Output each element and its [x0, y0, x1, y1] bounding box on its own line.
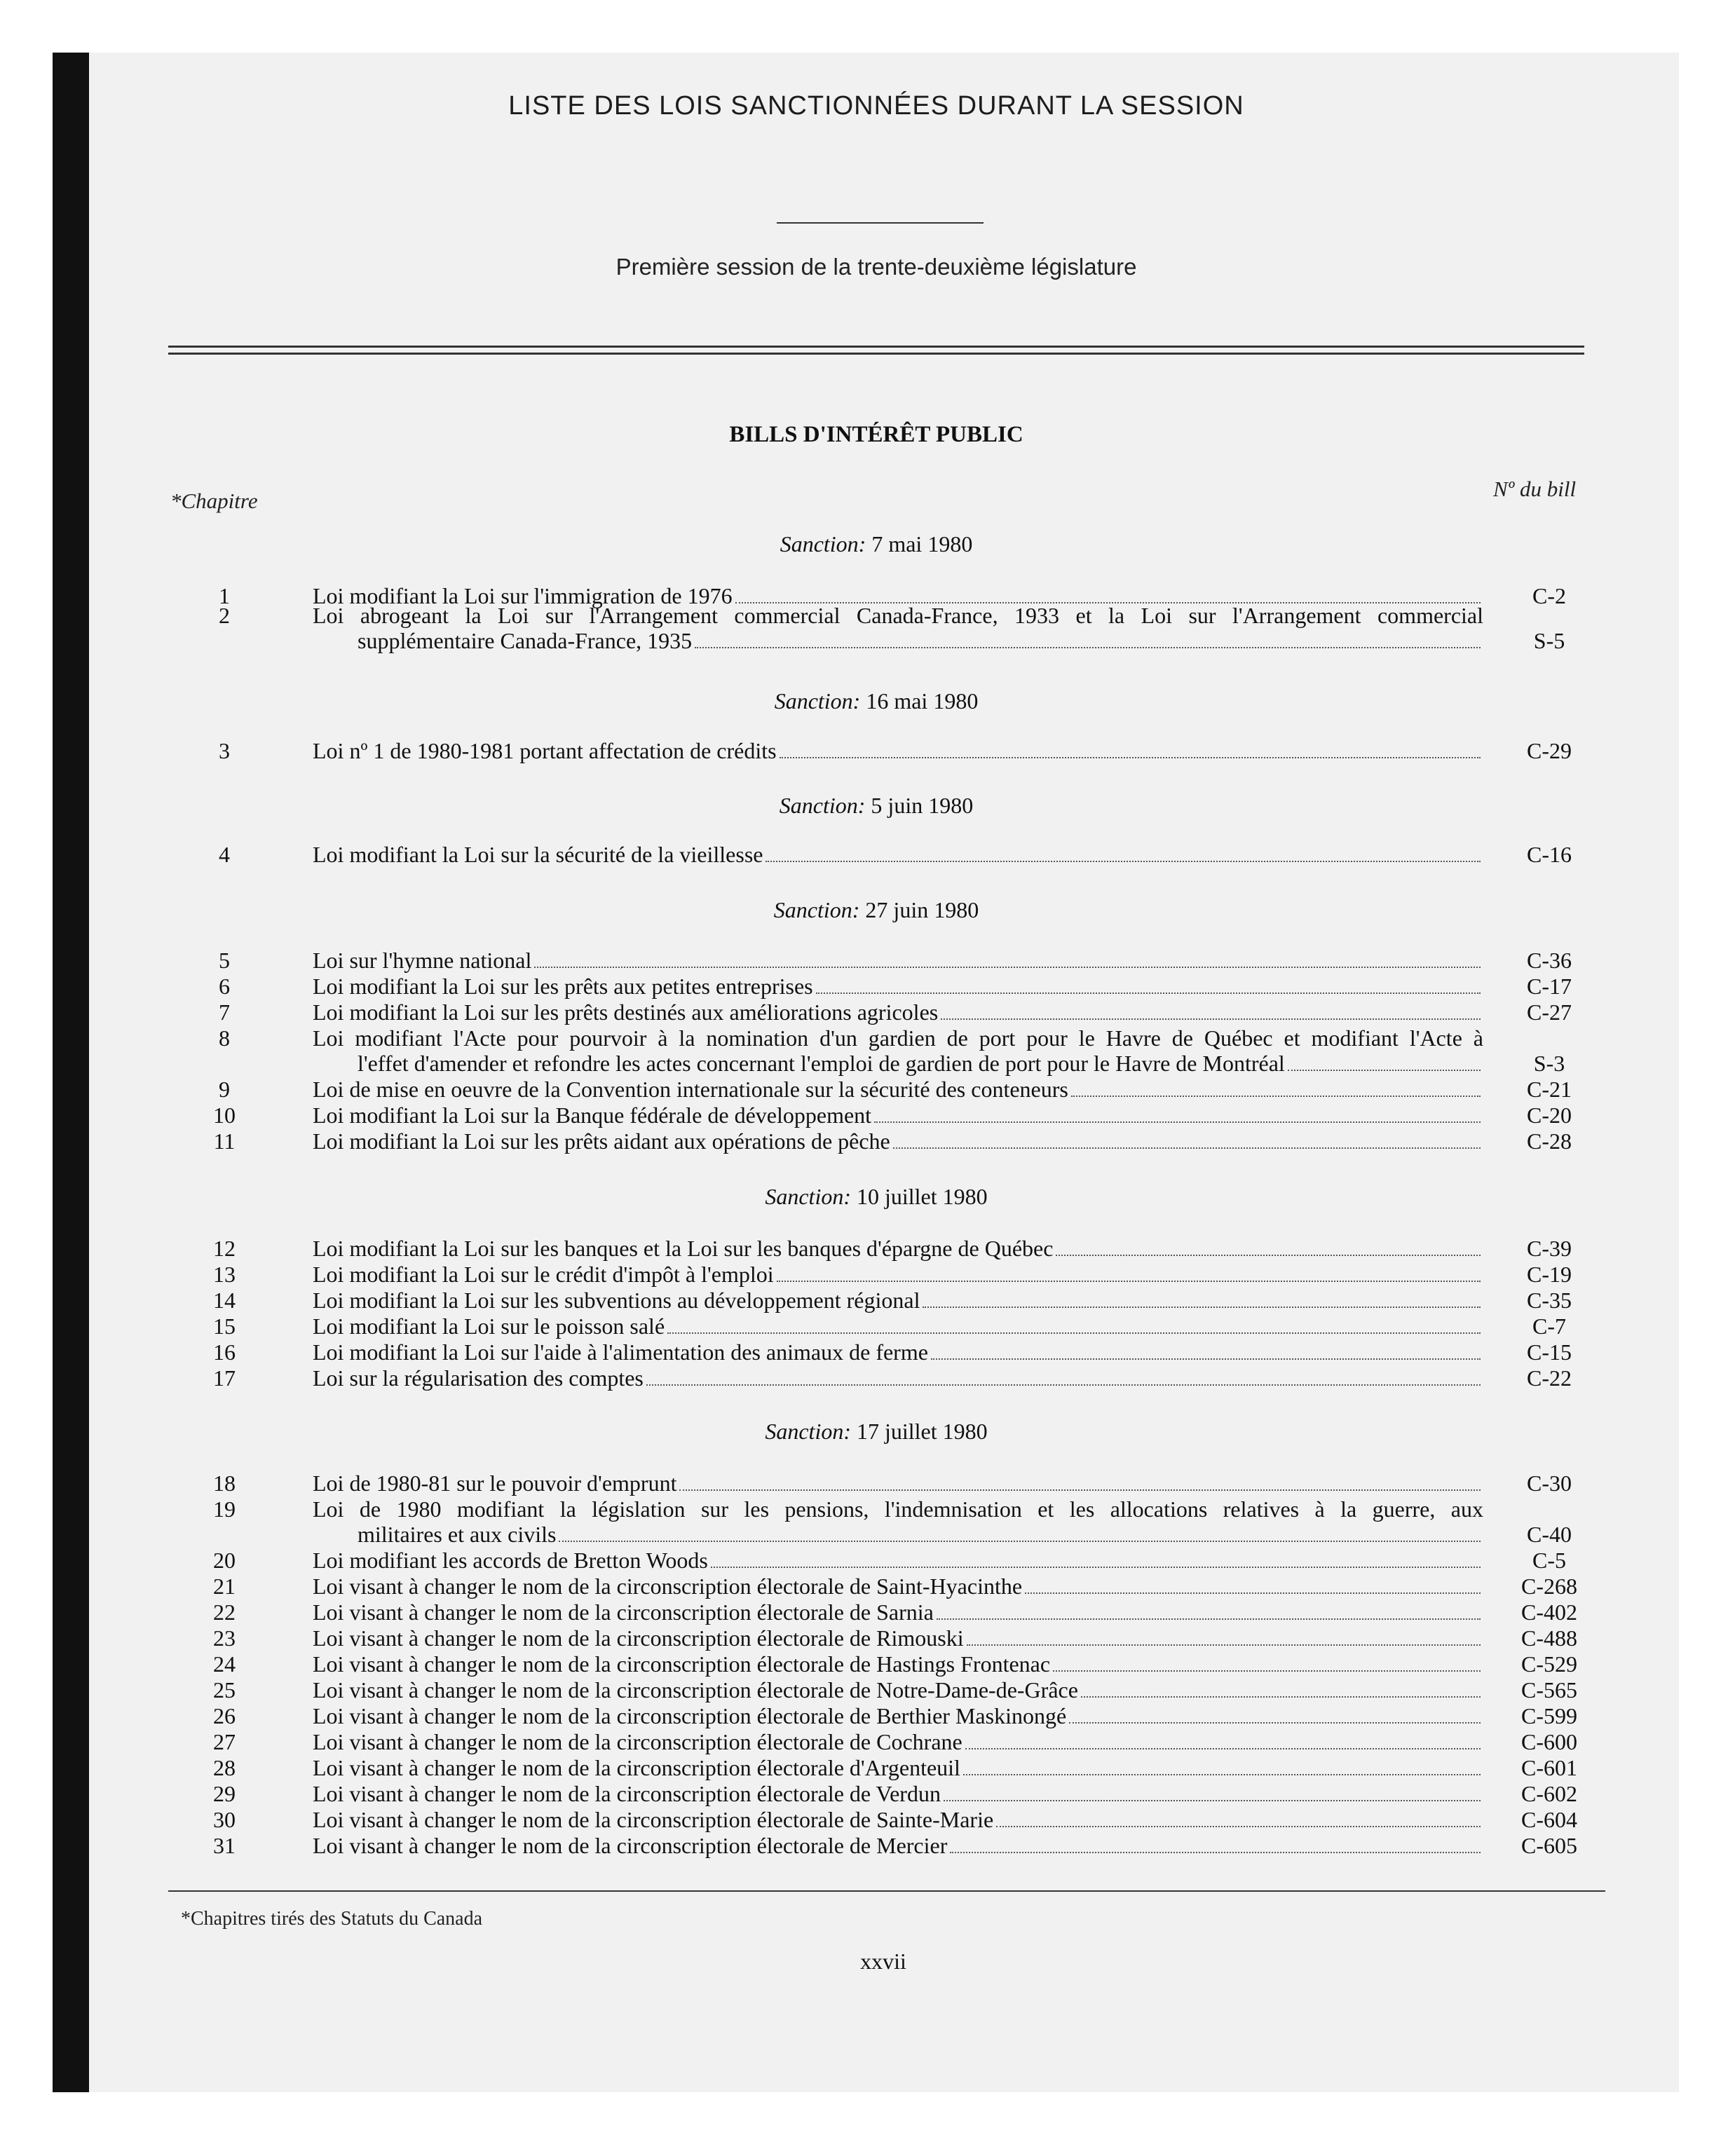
bill-title [313, 1262, 1483, 1287]
bill-title-line-wrap [313, 1236, 1483, 1261]
bill-title-text: Loi modifiant les accords de Bretton Woods [313, 1548, 708, 1573]
footnote: *Chapitres tirés des Statuts du Canada [181, 1908, 483, 1930]
bill-number: C-39 [1527, 1236, 1572, 1261]
bill-number: C-599 [1521, 1703, 1577, 1728]
sanction-heading [0, 688, 1735, 714]
bill-title-text: Loi visant à changer le nom de la circonscription électorale de Cochrane [313, 1729, 962, 1754]
bill-title-text: Loi modifiant la Loi sur les banques et la Loi sur les banques d'épargne de Québec [313, 1236, 1054, 1261]
bill-title-line-wrap [313, 1103, 1483, 1128]
chapter-number: 20 [213, 1548, 236, 1573]
chapter-number: 28 [213, 1755, 236, 1780]
dot-leader [963, 1774, 1481, 1775]
chapter-number: 2 [219, 603, 230, 628]
bill-number: C-402 [1521, 1599, 1577, 1625]
dot-leader [1071, 1096, 1481, 1097]
chapter-number: 31 [213, 1833, 236, 1858]
bill-title-text: Loi modifiant la Loi sur le crédit d'impôt à l'emploi [313, 1262, 774, 1287]
bill-number: C-7 [1532, 1314, 1566, 1339]
page-title: LISTE DES LOIS SANCTIONNÉES DURANT LA SESSION [508, 91, 1244, 121]
dot-leader [1288, 1070, 1481, 1071]
chapter-number: 7 [219, 999, 230, 1025]
chapter-number: 17 [213, 1365, 236, 1391]
bill-title-line-wrap [313, 1833, 1483, 1858]
bill-title-text: Loi visant à changer le nom de la circonscription électorale de Saint-Hyacinthe [313, 1574, 1023, 1599]
chapter-number: 5 [219, 948, 230, 973]
bill-title [313, 1807, 1483, 1832]
dot-leader [816, 992, 1481, 994]
chapter-number: 8 [219, 1025, 230, 1051]
bill-title-line: Loi modifiant l'Acte pour pourvoir à la nomination d'un gardien de port pour le Havre de Québec et modifiant l'Acte à [313, 1025, 1483, 1051]
bill-number: C-28 [1527, 1128, 1572, 1154]
dot-leader [944, 1800, 1481, 1801]
chapter-number: 29 [213, 1781, 236, 1806]
bill-number: S-3 [1533, 1051, 1565, 1076]
bill-number: C-36 [1527, 948, 1572, 973]
sanction-label: Sanction: [774, 688, 861, 714]
bill-number: C-30 [1527, 1471, 1572, 1496]
bill-title-line: Loi de 1980 modifiant la législation sur les pensions, l'indemnisation et les allocations relatives à la guerre, aux [313, 1496, 1483, 1522]
chapter-number: 11 [213, 1128, 236, 1154]
bill-title [313, 1651, 1483, 1677]
bill-number: C-529 [1521, 1651, 1577, 1677]
chapter-number: 30 [213, 1807, 236, 1832]
bill-title [313, 1677, 1483, 1703]
double-rule-bottom [168, 353, 1584, 355]
chapter-number: 12 [213, 1236, 236, 1261]
bill-title-line-wrap [313, 1365, 1483, 1391]
bill-number: C-17 [1527, 974, 1572, 999]
sanction-heading [0, 793, 1735, 819]
chapter-number: 15 [213, 1314, 236, 1339]
bill-title-text: Loi modifiant la Loi sur la Banque fédérale de développement [313, 1103, 872, 1128]
chapter-number: 3 [219, 738, 230, 763]
bill-number: C-35 [1527, 1288, 1572, 1313]
bill-title [313, 1471, 1483, 1496]
bill-title-continuation [313, 1051, 1483, 1076]
bill-number: C-268 [1521, 1574, 1577, 1599]
dot-leader [996, 1826, 1481, 1827]
bill-title-text: Loi visant à changer le nom de la circonscription électorale de Sainte-Marie [313, 1807, 994, 1832]
chapter-number: 27 [213, 1729, 236, 1754]
double-rule-top [168, 346, 1584, 348]
dot-leader [711, 1567, 1481, 1568]
sanction-heading [0, 531, 1735, 557]
bill-title-line-wrap [313, 1729, 1483, 1754]
chapter-number: 16 [213, 1339, 236, 1365]
bill-number: C-29 [1527, 738, 1572, 763]
bill-title [313, 603, 1483, 653]
bill-column-header: Nº du bill [1493, 477, 1577, 501]
dot-leader [646, 1384, 1481, 1386]
chapter-number: 9 [219, 1077, 230, 1102]
bill-title [313, 948, 1483, 973]
bill-title [313, 1574, 1483, 1599]
bill-title-line-wrap [313, 1807, 1483, 1832]
sanction-date: 7 mai 1980 [871, 531, 973, 557]
bill-title [313, 1833, 1483, 1858]
bill-title-text: Loi modifiant la Loi sur les prêts aidant aux opérations de pêche [313, 1128, 890, 1154]
bill-title-text: Loi visant à changer le nom de la circonscription électorale de Notre-Dame-de-Grâce [313, 1677, 1078, 1703]
bill-title-line: Loi abrogeant la Loi sur l'Arrangement commercial Canada-France, 1933 et la Loi sur l'Arrangement commercial [313, 603, 1483, 628]
bill-title-text: Loi visant à changer le nom de la circonscription électorale de Hastings Frontenac [313, 1651, 1051, 1677]
sanction-label: Sanction: [765, 1419, 851, 1444]
bill-title-line-wrap [313, 1677, 1483, 1703]
bill-title-line-wrap [313, 1288, 1483, 1313]
sanction-label: Sanction: [780, 531, 866, 557]
chapter-number: 22 [213, 1599, 236, 1625]
dot-leader [893, 1147, 1481, 1149]
bill-number: C-488 [1521, 1625, 1577, 1651]
bill-number: C-15 [1527, 1339, 1572, 1365]
sanction-label: Sanction: [773, 897, 860, 922]
dot-leader [777, 1281, 1481, 1282]
bill-title-line-wrap [313, 1625, 1483, 1651]
bill-title [313, 1703, 1483, 1728]
bill-title-line-wrap [313, 1599, 1483, 1625]
chapter-number: 19 [213, 1496, 236, 1522]
bill-title-text: Loi de mise en oeuvre de la Convention internationale sur la sécurité des conteneurs [313, 1077, 1068, 1102]
bill-title-line-wrap [313, 1314, 1483, 1339]
chapter-number: 25 [213, 1677, 236, 1703]
bill-title-text: Loi visant à changer le nom de la circonscription électorale de Rimouski [313, 1625, 964, 1651]
dot-leader [1081, 1696, 1481, 1698]
bill-title-line-wrap [313, 842, 1483, 867]
dot-leader [965, 1748, 1481, 1749]
bill-number: C-20 [1527, 1103, 1572, 1128]
page-subtitle: Première session de la trente-deuxième législature [615, 254, 1137, 280]
chapter-number: 26 [213, 1703, 236, 1728]
chapter-number: 24 [213, 1651, 236, 1677]
bill-title [313, 1077, 1483, 1102]
dot-leader [937, 1618, 1481, 1620]
bill-title [313, 999, 1483, 1025]
bill-title [313, 1103, 1483, 1128]
bill-title-text: Loi de 1980-81 sur le pouvoir d'emprunt [313, 1471, 677, 1496]
bill-number: C-605 [1521, 1833, 1577, 1858]
bill-title [313, 1625, 1483, 1651]
dot-leader [534, 967, 1481, 968]
chapter-number: 10 [213, 1103, 236, 1128]
title-rule [777, 222, 984, 224]
dot-leader [874, 1121, 1481, 1123]
bill-number: S-5 [1533, 628, 1565, 653]
dot-leader [1056, 1255, 1481, 1256]
bill-number: C-565 [1521, 1677, 1577, 1703]
bill-title-line-wrap [313, 1574, 1483, 1599]
dot-leader [1069, 1722, 1481, 1724]
bill-title-text: Loi modifiant la Loi sur la sécurité de la vieillesse [313, 842, 763, 867]
sanction-label: Sanction: [765, 1184, 851, 1209]
bill-title-text: Loi visant à changer le nom de la circonscription électorale de Verdun [313, 1781, 941, 1806]
dot-leader [931, 1358, 1481, 1360]
bill-number: C-21 [1527, 1077, 1572, 1102]
sanction-heading [0, 897, 1735, 923]
dot-leader [667, 1332, 1481, 1334]
bill-title [313, 1339, 1483, 1365]
bill-title-text: Loi modifiant la Loi sur l'aide à l'alimentation des animaux de ferme [313, 1339, 928, 1365]
bill-title [313, 1288, 1483, 1313]
bill-title-text: Loi visant à changer le nom de la circonscription électorale de Berthier Maskinongé [313, 1703, 1067, 1728]
bill-title [313, 1755, 1483, 1780]
bill-title-line-wrap [313, 974, 1483, 999]
bill-title [313, 738, 1483, 763]
bill-number: C-2 [1532, 583, 1566, 608]
bill-number: C-600 [1521, 1729, 1577, 1754]
bill-title-continuation [313, 628, 1483, 653]
bill-title-text: Loi modifiant la Loi sur les subventions au développement régional [313, 1288, 920, 1313]
section-title: BILLS D'INTÉRÊT PUBLIC [729, 422, 1023, 447]
bill-number: C-40 [1527, 1522, 1572, 1547]
bill-title-text: Loi modifiant la Loi sur l'immigration de 1976 [313, 583, 733, 608]
bill-title-text: Loi visant à changer le nom de la circonscription électorale de Sarnia [313, 1599, 934, 1625]
bill-title [313, 1548, 1483, 1573]
bill-title [313, 1729, 1483, 1754]
dot-leader [923, 1306, 1481, 1308]
bill-title-text: Loi modifiant la Loi sur le poisson salé [313, 1314, 665, 1339]
bill-title-continuation [313, 1522, 1483, 1547]
dot-leader [679, 1489, 1481, 1491]
dot-leader [695, 647, 1481, 648]
bill-title-text: Loi modifiant la Loi sur les prêts aux petites entreprises [313, 974, 813, 999]
bill-title-text: Loi visant à changer le nom de la circonscription électorale de Mercier [313, 1833, 948, 1858]
bill-title [313, 1314, 1483, 1339]
sanction-date: 27 juin 1980 [865, 897, 979, 922]
bill-title [313, 1128, 1483, 1154]
sanction-date: 5 juin 1980 [871, 793, 974, 818]
chapter-number: 6 [219, 974, 230, 999]
bill-title-line-wrap [313, 1077, 1483, 1102]
bill-title-line-wrap [313, 999, 1483, 1025]
bill-title-line-wrap [313, 948, 1483, 973]
dot-leader [1053, 1670, 1481, 1672]
bill-title-text: Loi modifiant la Loi sur les prêts destinés aux améliorations agricoles [313, 999, 939, 1025]
bill-number: C-604 [1521, 1807, 1577, 1832]
sanction-heading [0, 1184, 1735, 1210]
bill-number: C-16 [1527, 842, 1572, 867]
bill-title [313, 1599, 1483, 1625]
sanction-date: 17 juillet 1980 [856, 1419, 988, 1444]
dot-leader [559, 1541, 1481, 1542]
sanction-heading [0, 1419, 1735, 1445]
bill-number: C-5 [1532, 1548, 1566, 1573]
page-number: xxvii [860, 1949, 906, 1974]
bill-number: C-602 [1521, 1781, 1577, 1806]
bill-title-line: l'effet d'amender et refondre les actes concernant l'emploi de gardien de port pour le Havre de Montréal [358, 1051, 1285, 1076]
chapter-number: 23 [213, 1625, 236, 1651]
bill-number: C-27 [1527, 999, 1572, 1025]
bill-title-line-wrap [313, 1703, 1483, 1728]
bill-title-text: Loi nº 1 de 1980-1981 portant affectation de crédits [313, 738, 777, 763]
dot-leader [950, 1852, 1481, 1853]
sanction-date: 10 juillet 1980 [856, 1184, 988, 1209]
bill-number: C-601 [1521, 1755, 1577, 1780]
bottom-rule [168, 1890, 1605, 1892]
bill-title-line-wrap [313, 1262, 1483, 1287]
sanction-label: Sanction: [779, 793, 866, 818]
chapter-number: 14 [213, 1288, 236, 1313]
bill-title-text: Loi sur l'hymne national [313, 948, 532, 973]
bill-title-line-wrap [313, 1471, 1483, 1496]
bill-title-text: Loi sur la régularisation des comptes [313, 1365, 644, 1391]
sanction-date: 16 mai 1980 [866, 688, 979, 714]
chapter-number: 1 [219, 583, 230, 608]
bill-title [313, 1496, 1483, 1547]
bill-title [313, 974, 1483, 999]
bill-title-line-wrap [313, 1339, 1483, 1365]
chapter-column-header: *Chapitre [170, 489, 258, 513]
chapter-number: 4 [219, 842, 230, 867]
scan-edge [53, 53, 89, 2092]
chapter-number: 18 [213, 1471, 236, 1496]
bill-title-line-wrap [313, 1755, 1483, 1780]
dot-leader [780, 757, 1481, 758]
bill-title [313, 842, 1483, 867]
bill-title-text: Loi visant à changer le nom de la circonscription électorale d'Argenteuil [313, 1755, 960, 1780]
bill-title [313, 1025, 1483, 1076]
bill-title [313, 1365, 1483, 1391]
bill-title-line-wrap [313, 1651, 1483, 1677]
bill-title [313, 1236, 1483, 1261]
bill-title-line-wrap [313, 1781, 1483, 1806]
bill-title-line: supplémentaire Canada-France, 1935 [358, 628, 693, 653]
dot-leader [766, 861, 1481, 862]
dot-leader [967, 1644, 1481, 1646]
bill-number: C-19 [1527, 1262, 1572, 1287]
bill-number: C-22 [1527, 1365, 1572, 1391]
bill-title-line: militaires et aux civils [358, 1522, 557, 1547]
chapter-number: 21 [213, 1574, 236, 1599]
dot-leader [1025, 1592, 1481, 1594]
dot-leader [941, 1018, 1481, 1020]
bill-title-line-wrap [313, 1128, 1483, 1154]
bill-title-line-wrap [313, 738, 1483, 763]
chapter-number: 13 [213, 1262, 236, 1287]
bill-title-line-wrap [313, 1548, 1483, 1573]
bill-title [313, 1781, 1483, 1806]
